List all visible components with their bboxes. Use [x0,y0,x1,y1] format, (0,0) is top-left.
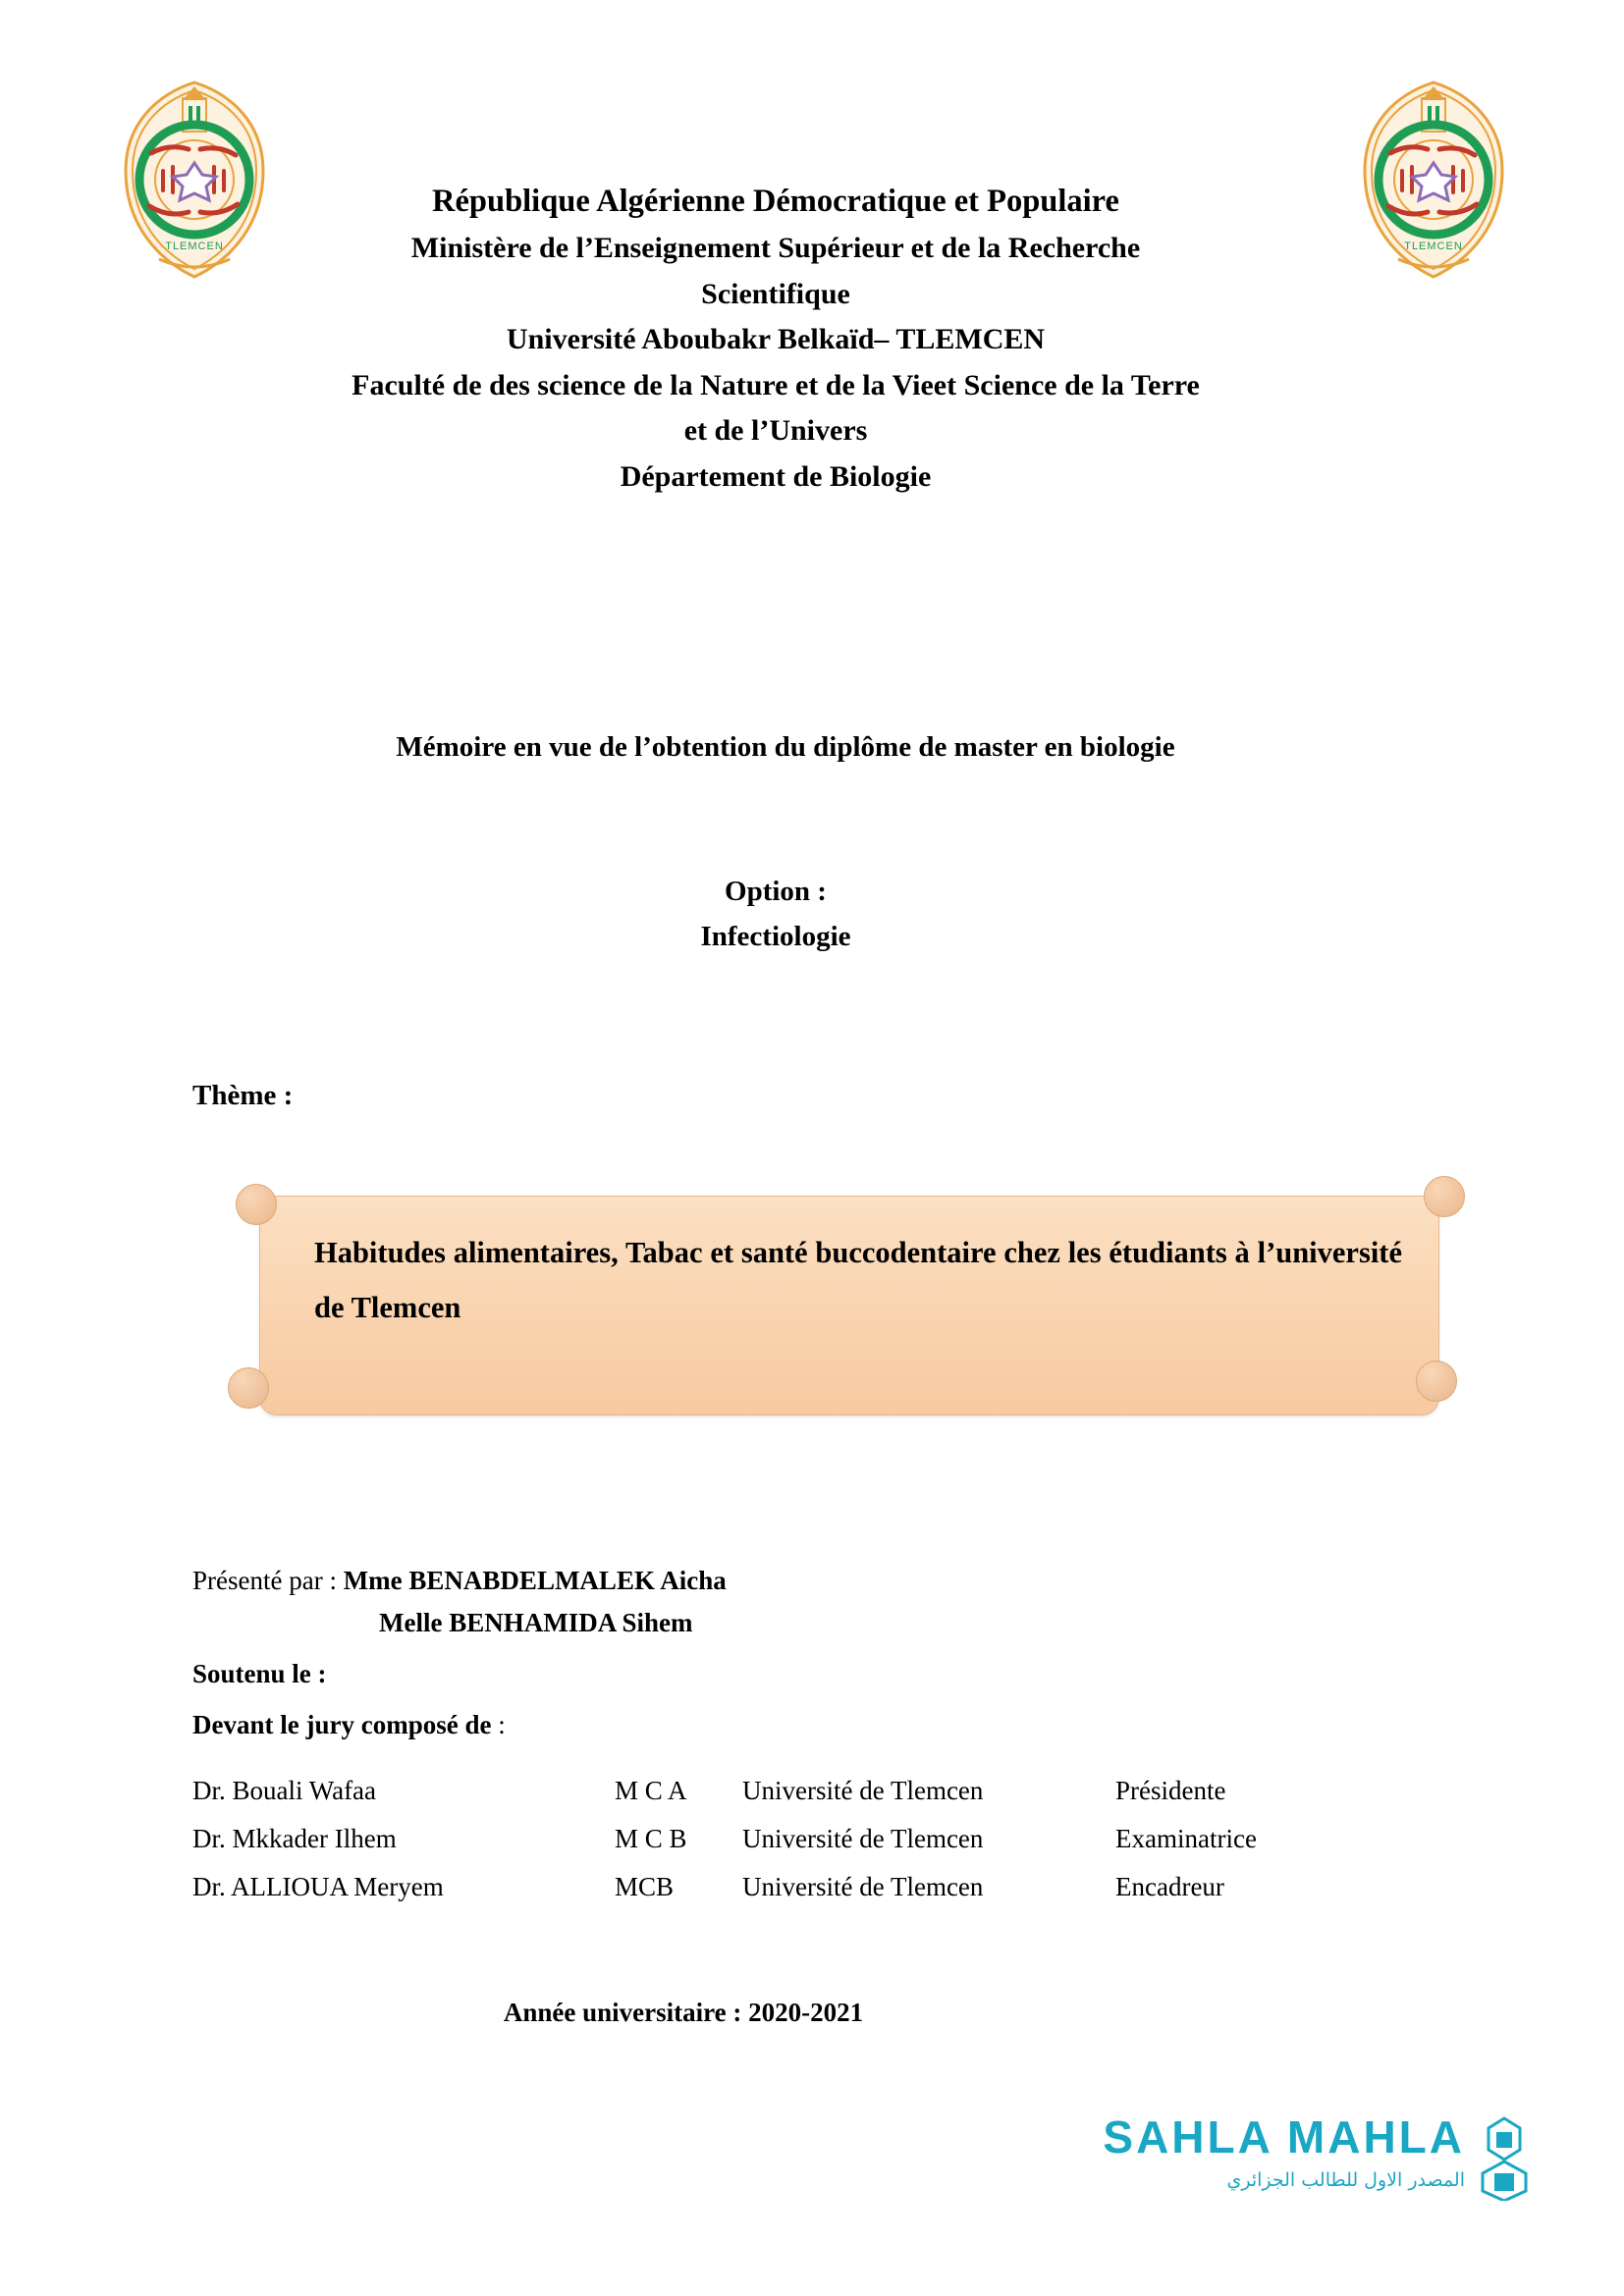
university-logo-right [1355,77,1512,283]
jury-role: Présidente [1115,1776,1226,1805]
option-block [196,869,1355,960]
presented-by-label: Présenté par : [192,1566,337,1595]
memoire-statement: Mémoire en vue de l’obtention du diplôme de master en biologie [396,731,1175,763]
banner-curl-bottom-left-icon [228,1367,269,1409]
svg-text:TLEMCEN: TLEMCEN [165,240,224,252]
jury-label-text: Devant le jury composé de [192,1710,492,1739]
defense-date-label: Soutenu le : [192,1659,327,1688]
theme-label: Thème : [192,1080,294,1111]
header-line-university: Université Aboubakr Belkaïd– TLEMCEN [506,323,1046,356]
header-line-faculty-cont: et de l’Univers [683,414,868,448]
jury-role: Examinatrice [1115,1824,1257,1853]
academic-year: Année universitaire : 2020-2021 [503,1998,864,2027]
header-line-faculty: Faculté de des science de la Nature et de la Vieet Science de la Terre [352,368,1200,401]
banner-curl-top-right-icon [1424,1176,1465,1217]
table-row [192,1767,1341,1815]
header-line-ministry-cont: Scientifique [701,277,850,310]
watermark-subtitle: المصدر الاول للطالب الجزائري [1226,2169,1465,2191]
header-line-department: Département de Biologie [620,459,932,493]
thesis-title-banner [228,1176,1460,1436]
svg-text:TLEMCEN: TLEMCEN [1404,240,1463,252]
watermark [1051,2110,1542,2248]
watermark-logo-icon [1471,2116,1538,2201]
jury-label-colon: : [498,1710,506,1739]
watermark-title: SAHLA MAHLA [1103,2111,1465,2163]
document-header [196,177,1355,500]
banner-curl-top-left-icon [236,1184,277,1225]
jury-name: Dr. Bouali Wafaa [192,1776,377,1805]
jury-label [192,1710,506,1740]
header-line-ministry: Ministère de l’Enseignement Supérieur et de la Recherche [410,232,1141,265]
author-two: Melle BENHAMIDA Sihem [379,1608,693,1637]
jury-grade: M C B [615,1824,687,1853]
jury-university: Université de Tlemcen [742,1776,984,1805]
jury-name: Dr. ALLIOUA Meryem [192,1872,444,1901]
option-label: Option : [725,876,827,907]
table-row [192,1815,1341,1863]
author-one: Mme BENABDELMALEK Aicha [343,1566,727,1595]
jury-role: Encadreur [1115,1872,1224,1901]
jury-name: Dr. Mkkader Ilhem [192,1824,397,1853]
jury-table [192,1767,1341,1911]
jury-university: Université de Tlemcen [742,1824,984,1853]
banner-curl-bottom-right-icon [1416,1361,1457,1402]
jury-grade: MCB [615,1872,675,1901]
option-value: Infectiologie [700,921,851,953]
jury-university: Université de Tlemcen [742,1872,984,1901]
header-line-country: République Algérienne Démocratique et Populaire [432,184,1119,219]
thesis-title: Habitudes alimentaires, Tabac et santé buccodentaire chez les étudiants à l’université de Tlemcen [314,1236,1402,1325]
presented-by-block [192,1566,727,1638]
table-row [192,1863,1341,1911]
jury-grade: M C A [615,1776,687,1805]
